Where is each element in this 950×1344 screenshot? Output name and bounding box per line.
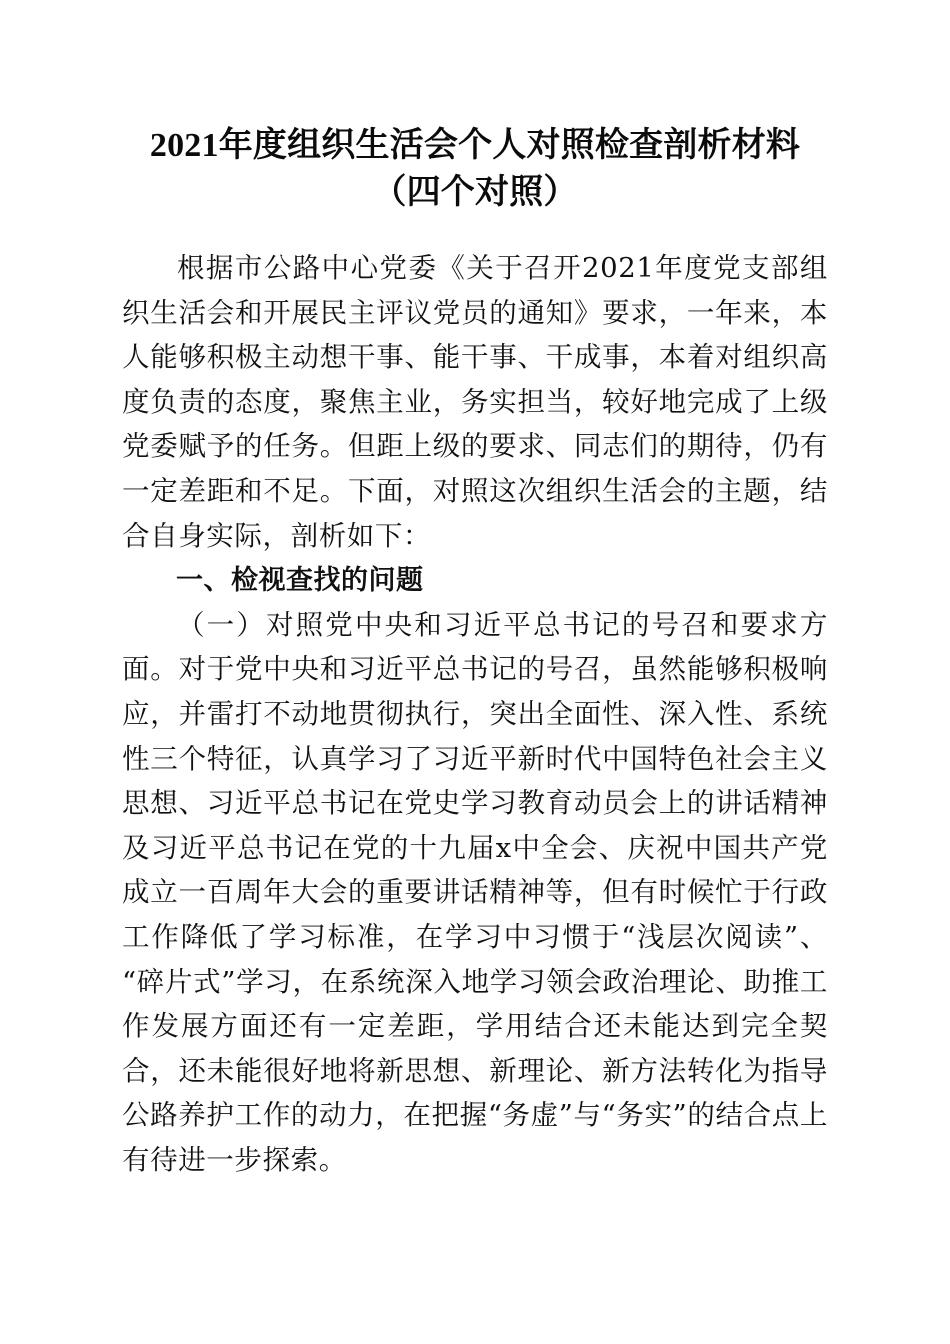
subsection-one-paragraph: （一）对照党中央和习近平总书记的号召和要求方面。对于党中央和习近平总书记的号召，虽然能够积极响应，并雷打不动地贯彻执行，突出全面性、深入性、系统性三个特征，认真学习了习近平新时代中国特色社会主义思想、习近平总书记在党史学习教育动员会上的讲话精神及习近平总书记在党的十九届x中全会、庆祝中国共产党成立一百周年大会的重要讲话精神等，但有时候忙于行政工作降低了学习标准，在学习中习惯于“浅层次阅读”、“碎片式”学习，在系统深入地学习领会政治理论、助推工作发展方面还有一定差距，学用结合还未能达到完全契合，还未能很好地将新思想、新理论、新方法转化为指导公路养护工作的动力，在把握“务虚”与“务实”的结合点上有待进一步探索。 bbox=[122, 608, 828, 1176]
intro-paragraph: 根据市公路中心党委《关于召开2021年度党支部组织生活会和开展民主评议党员的通知》要求，一年来，本人能够积极主动想干事、能干事、干成事，本着对组织高度负责的态度，聚焦主业，务实担当，较好地完成了上级党委赋予的任务。但距上级的要求、同志们的期待，仍有一定差距和不足。下面，对照这次组织生活会的主题，结合自身实际，剖析如下： bbox=[122, 252, 828, 552]
section-heading-one: 一、检视查找的问题 bbox=[176, 565, 424, 596]
page-title bbox=[122, 0, 828, 216]
page-title-line-2: （四个对照） bbox=[372, 174, 578, 211]
page-title-line-1: 2021年度组织生活会个人对照检查剖析材料 bbox=[149, 127, 801, 164]
document-content-column bbox=[122, 0, 828, 1182]
